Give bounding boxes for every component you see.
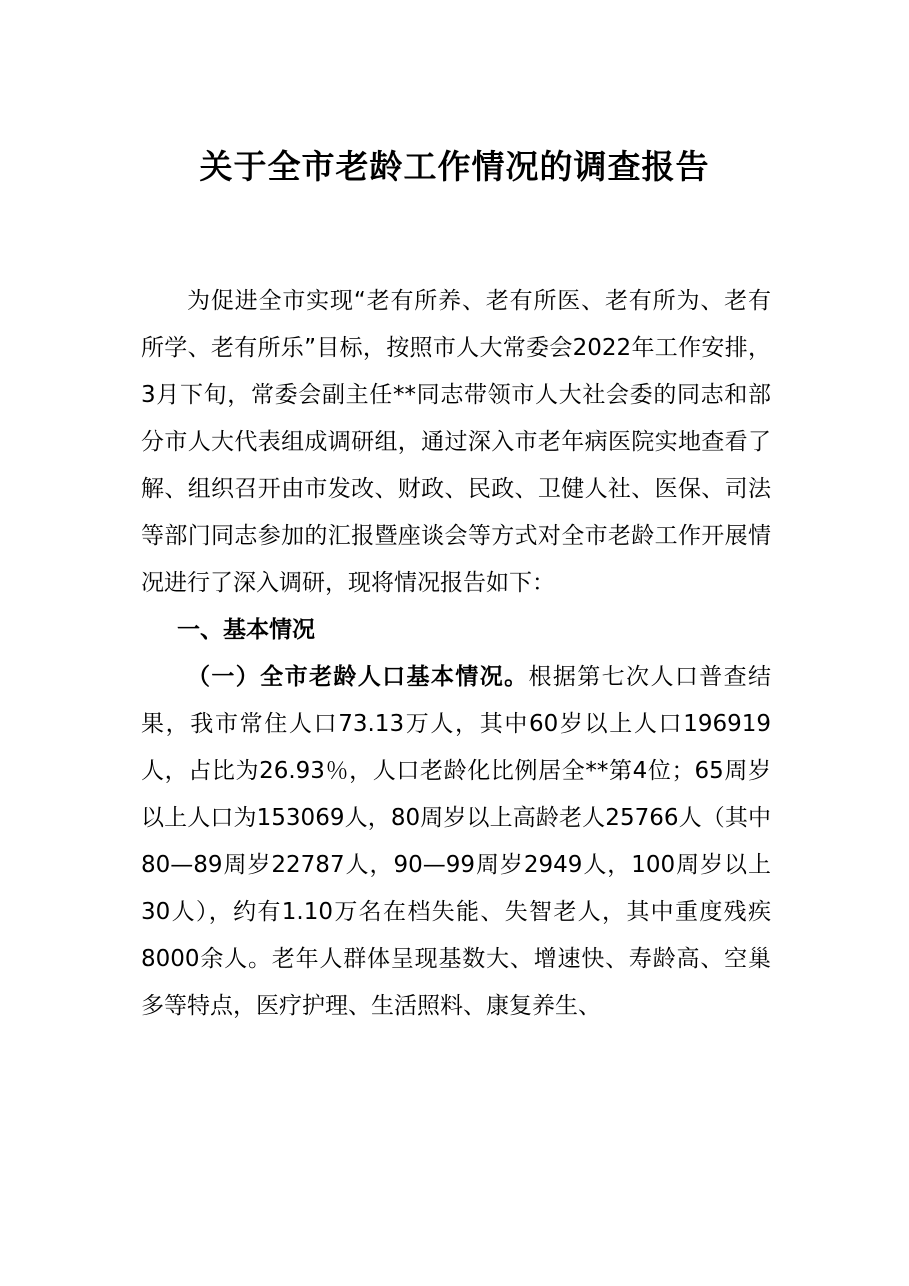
intro-paragraph: 为促进全市实现“老有所养、老有所医、老有所为、老有所学、老有所乐”目标，按照市人大常委会2022年工作安排，3月下旬，常委会副主任**同志带领市人大社会委的同志和部分市人大代表组成调研组，通过深入市老年病医院实地查看了解、组织召开由市发改、财政、民政、卫健人社、医保、司法等部门同志参加的汇报暨座谈会等方式对全市老龄工作开展情况进行了深入调研，现将情况报告如下： (141, 288, 771, 596)
subsection-paragraph (141, 654, 771, 1030)
document-body (141, 278, 771, 1030)
subsection-lead: （一）全市老龄人口基本情况。 (187, 664, 529, 690)
subsection-text: 根据第七次人口普查结果，我市常住人口73.13万人，其中60岁以上人口196919人，占比为26.93％，人口老龄化比例居全**第4位；65周岁以上人口为153069人，80周岁以上高龄老人25766人（其中80—89周岁22787人，90—99周岁2949人，100周岁以上30人），约有1.10万名在档失能、失智老人，其中重度残疾8000余人。老年人群体呈现基数大、增速快、寿龄高、空巢多等特点，医疗护理、生活照料、康复养生、 (141, 664, 772, 1019)
document-title: 关于全市老龄工作情况的调查报告 (199, 147, 710, 186)
section-heading: 一、基本情况 (177, 617, 315, 643)
